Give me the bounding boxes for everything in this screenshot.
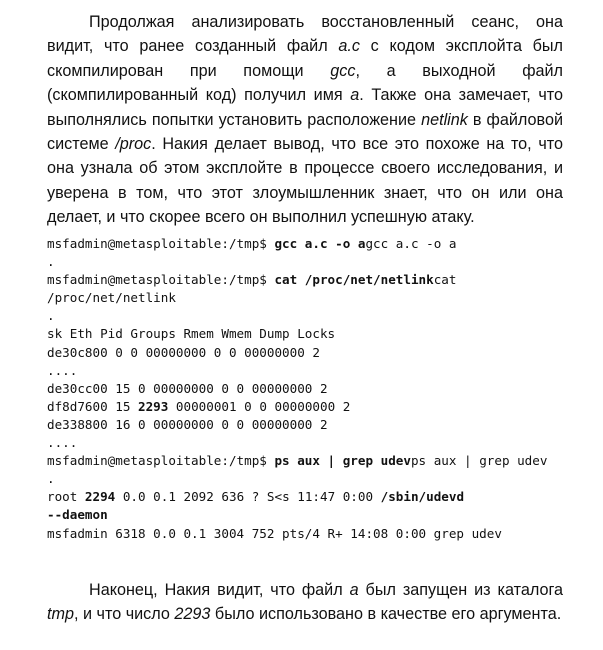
terminal-text: gcc a.c -o a	[274, 236, 366, 251]
text-run: gcc	[330, 61, 356, 80]
text-run: с кодом эксплойта был скомпилирован при помощи	[47, 37, 564, 80]
terminal-text: gcc a.c -o a	[365, 236, 457, 251]
terminal-text: de30cc00 15 0 00000000 0 0 00000000 2	[47, 380, 328, 396]
terminal-line	[47, 325, 587, 343]
terminal-text: ....	[47, 362, 78, 378]
terminal-line	[47, 470, 587, 488]
text-run: . Также она замечает, что выполнялись попытки установить расположение	[47, 86, 563, 129]
text-run: Продолжая анализировать восстановленный сеанс, она видит, что ранее созданный файл	[47, 13, 563, 56]
terminal-text: cat /proc/net/netlink	[274, 272, 434, 288]
terminal-line	[47, 253, 587, 271]
terminal-text: .	[47, 254, 55, 270]
text-run: , и что число	[74, 605, 175, 624]
terminal-line	[47, 488, 587, 506]
terminal-text: /proc/net/netlink	[47, 290, 176, 306]
terminal-line	[47, 434, 587, 452]
closing-paragraph	[47, 578, 563, 627]
terminal-text: msfadmin 6318 0.0 0.1 3004 752 pts/4 R+ 14:08 0:00 grep udev	[47, 525, 502, 541]
text-run: . Накия делает вывод, что все это похоже на то, что она узнала об этом эксплойте в процессе своего исследования, и уверена в том, что этот злоумышленник знает, что он или она делает, и что скорее всего он выполнил успешную атаку.	[47, 135, 563, 227]
terminal-line	[47, 380, 587, 398]
terminal-text: ps aux | grep udev	[274, 453, 411, 469]
terminal-line	[47, 344, 587, 362]
terminal-text: msfadmin@metasploitable:/tmp$	[47, 236, 275, 251]
text-run: netlink	[421, 110, 468, 129]
terminal-text: cat	[433, 272, 457, 288]
terminal-text: ps aux | grep udev	[410, 453, 548, 469]
terminal-text: .	[47, 308, 55, 324]
terminal-text: ....	[47, 435, 78, 451]
terminal-text: 00000001 0 0 00000000 2	[168, 398, 351, 414]
text-run: a	[350, 86, 360, 105]
terminal-text: /sbin/udevd	[380, 489, 465, 505]
text-run: был запущен из каталога	[358, 581, 564, 599]
terminal-line	[47, 271, 587, 289]
text-run: a	[349, 581, 359, 599]
terminal-text: sk Eth Pid Groups Rmem Wmem Dump Locks	[47, 326, 336, 342]
terminal-line	[47, 506, 587, 524]
terminal-text: root	[47, 489, 85, 505]
terminal-line	[47, 235, 587, 253]
text-run: 2293	[174, 605, 211, 624]
terminal-text: --daemon	[47, 507, 108, 523]
text-run: tmp	[47, 605, 74, 624]
terminal-text: de30c800 0 0 00000000 0 0 00000000 2	[47, 344, 320, 360]
terminal-text: msfadmin@metasploitable:/tmp$	[47, 453, 275, 469]
terminal-line	[47, 525, 587, 543]
terminal-line	[47, 362, 587, 380]
terminal-line	[47, 452, 587, 470]
terminal-output	[47, 235, 587, 543]
terminal-line	[47, 289, 587, 307]
terminal-text: msfadmin@metasploitable:/tmp$	[47, 272, 275, 288]
terminal-text: 2294	[84, 489, 116, 505]
terminal-text: 2293	[138, 398, 169, 414]
terminal-text: df8d7600 15	[47, 398, 138, 414]
text-run: , а выходной файл (скомпилированный код) получил имя	[47, 61, 564, 105]
text-run: было использовано в качестве его аргумента.	[210, 605, 562, 624]
intro-paragraph	[47, 10, 563, 230]
terminal-text: de338800 16 0 00000000 0 0 00000000 2	[47, 416, 328, 432]
text-run: a.c	[338, 37, 360, 56]
terminal-line	[47, 416, 587, 434]
terminal-text: 0.0 0.1 2092 636 ? S<s 11:47 0:00	[115, 489, 381, 505]
terminal-line	[47, 398, 587, 416]
text-run: Наконец, Накия видит, что файл	[89, 581, 350, 599]
terminal-line	[47, 307, 587, 325]
terminal-text: .	[47, 471, 55, 487]
text-run: /proc	[115, 135, 152, 154]
text-run: в файловой системе	[47, 110, 563, 154]
